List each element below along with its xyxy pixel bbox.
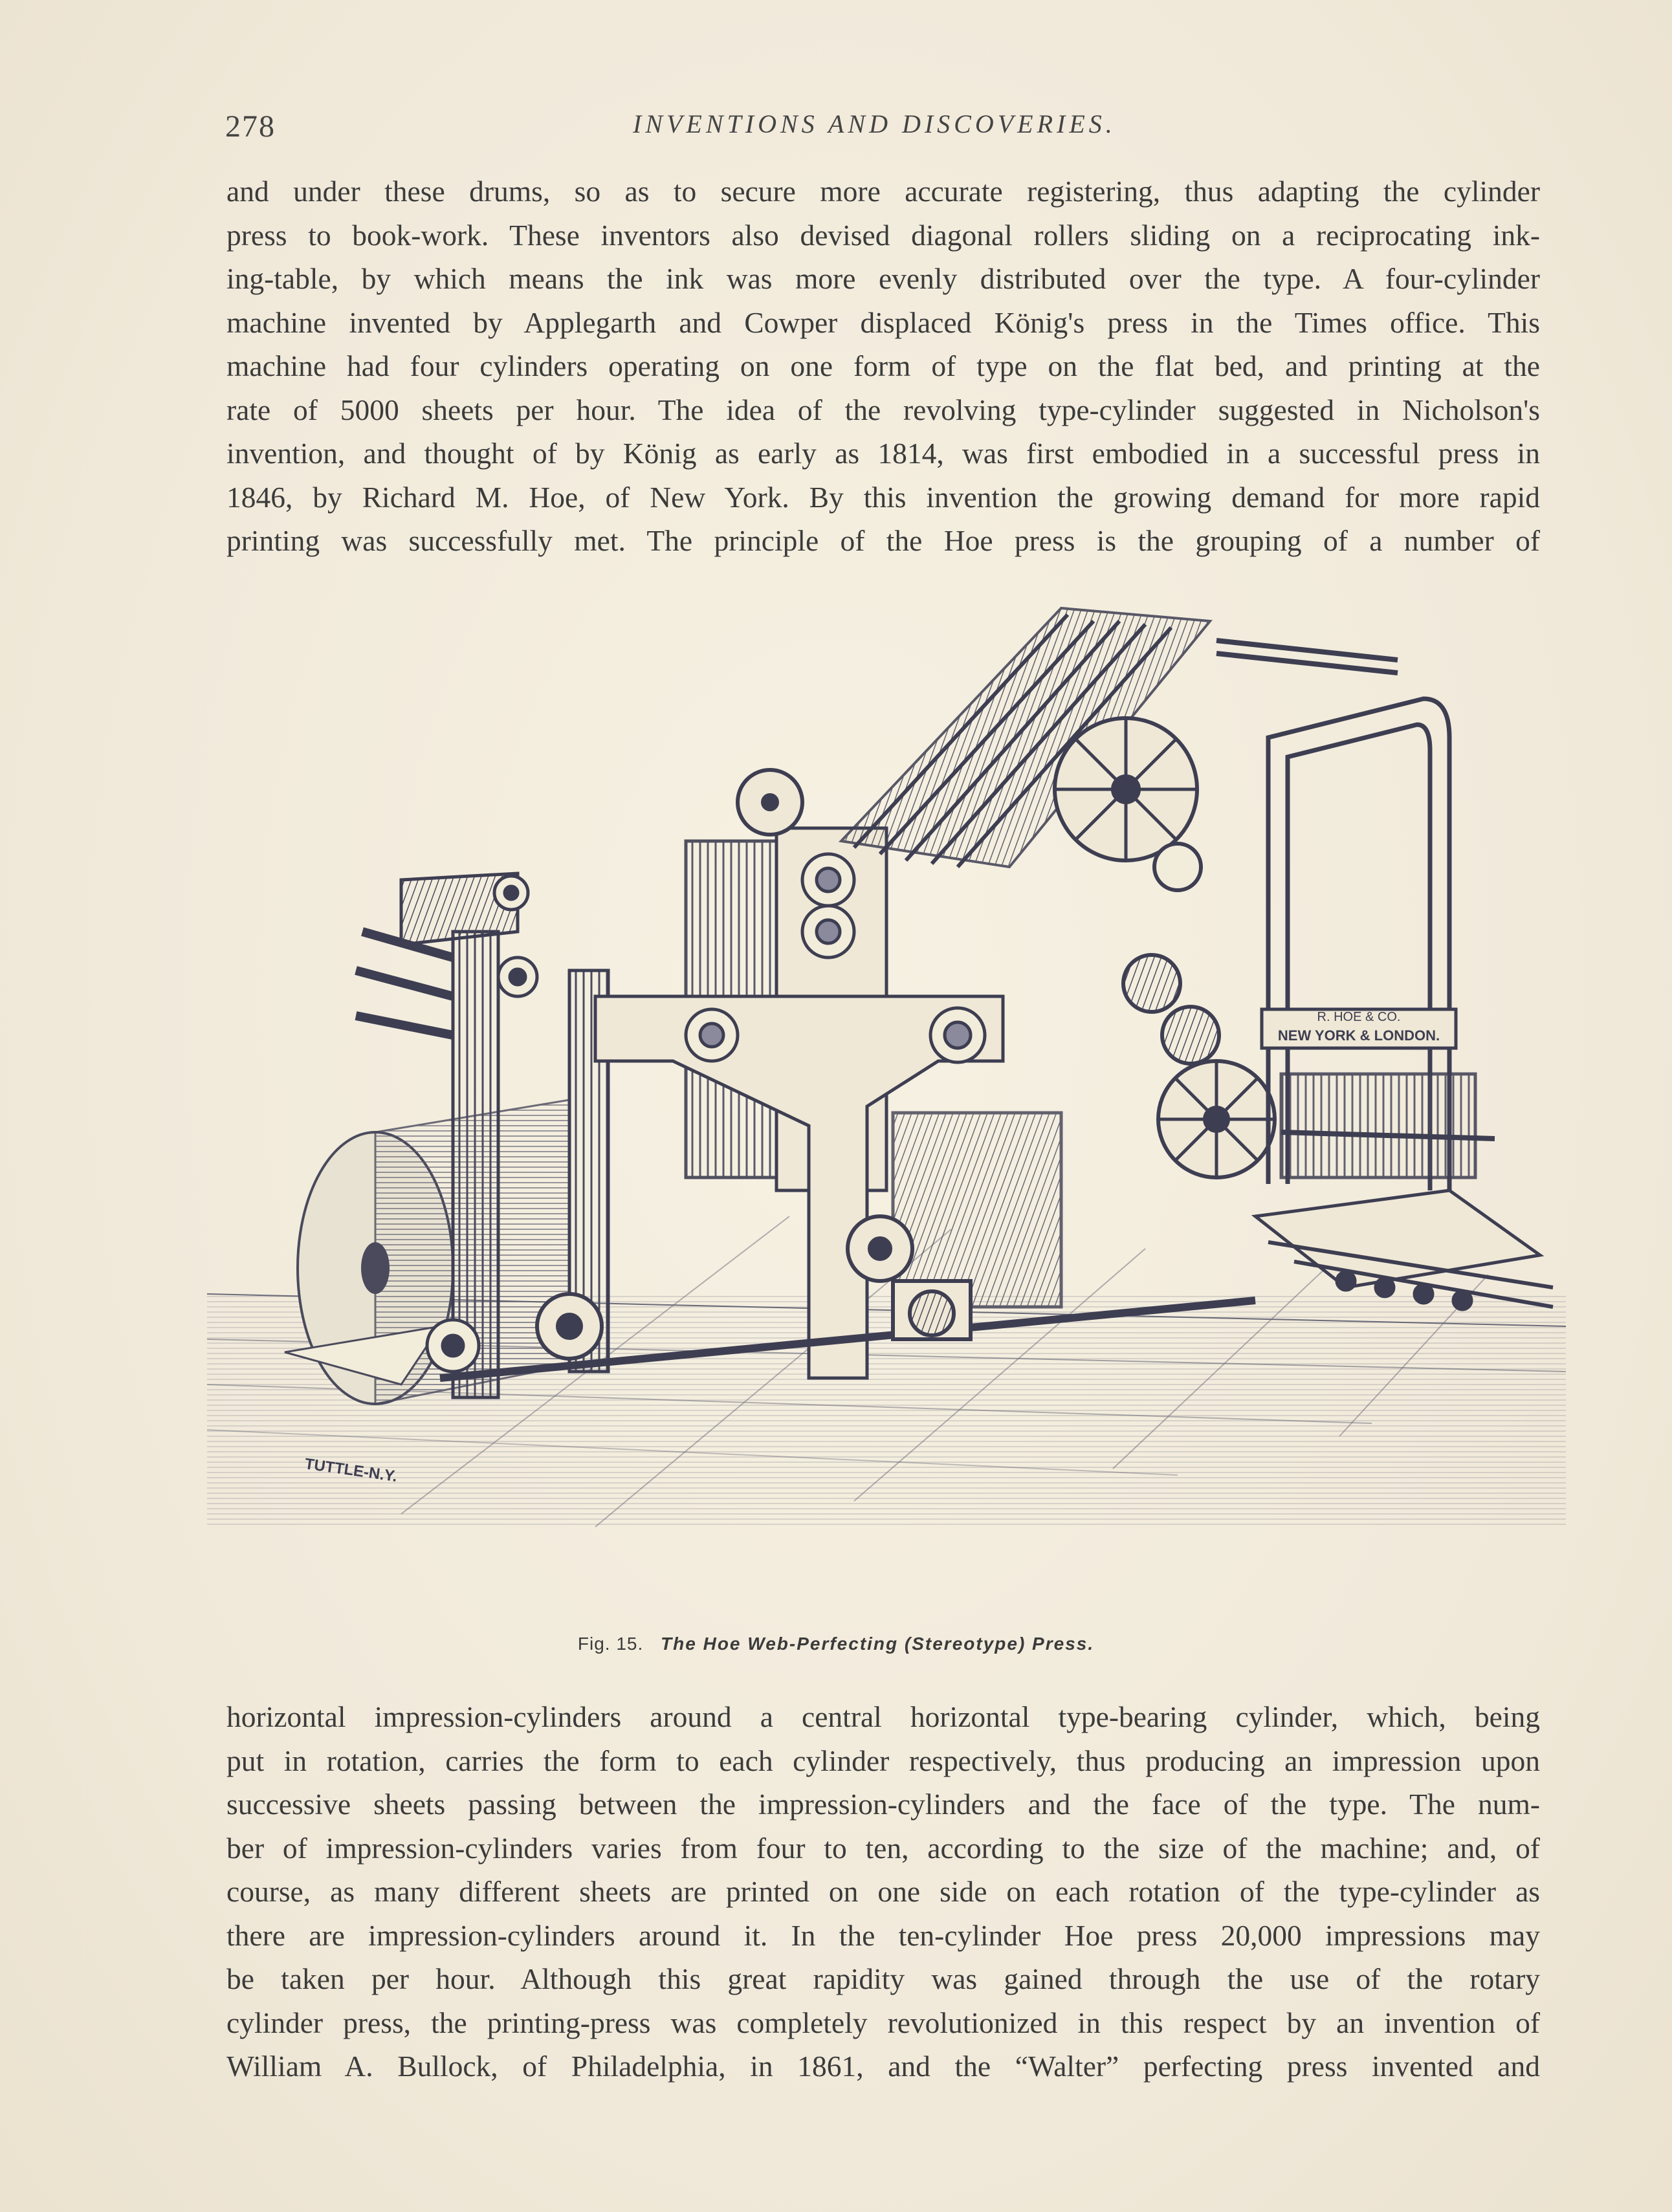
text-line: horizontal impression-cylinders around a central horizontal type-bearing cylinder, which, being — [226, 1700, 1540, 1733]
maker-plate-line1: R. HOE & CO. — [1317, 1010, 1401, 1024]
gear-train — [1055, 718, 1275, 1177]
figure-caption — [0, 1634, 1672, 1654]
text-line: cylinder press, the printing-press was completely revolutionized in this respect by an invention of — [226, 2006, 1540, 2039]
text-line: course, as many different sheets are printed on one side on each rotation of the type-cylinder as — [226, 1875, 1540, 1908]
text-line: printing was successfully met. The principle of the Hoe press is the grouping of a number of — [226, 524, 1540, 557]
text-line: press to book-work. These inventors also devised diagonal rollers sliding on a reciprocating ink- — [226, 218, 1540, 252]
text-line: and under these drums, so as to secure more accurate registering, thus adapting the cylinder — [226, 175, 1540, 208]
text-line: 1846, by Richard M. Hoe, of New York. By this invention the growing demand for more rapid — [226, 480, 1540, 514]
bottom-paragraph — [226, 1695, 1540, 2088]
text-line: invention, and thought of by König as early as 1814, was first embodied in a successful press in — [226, 437, 1540, 470]
caption-title: The Hoe Web-Perfecting (Stereotype) Press. — [661, 1634, 1095, 1654]
text-line: machine had four cylinders operating on one form of type on the flat bed, and printing at the — [226, 349, 1540, 382]
text-line: rate of 5000 sheets per hour. The idea of the revolving type-cylinder suggested in Nicholson's — [226, 393, 1540, 426]
text-line: put in rotation, carries the form to each cylinder respectively, thus producing an impression upon — [226, 1744, 1540, 1777]
text-line: be taken per hour. Although this great rapidity was gained through the use of the rotary — [226, 1962, 1540, 1995]
maker-plate-line2: NEW YORK & LONDON. — [1277, 1027, 1440, 1044]
running-head: INVENTIONS AND DISCOVERIES. — [633, 109, 1116, 138]
page-header — [225, 104, 1532, 155]
text-line: ber of impression-cylinders varies from four to ten, according to the size of the machine; and, of — [226, 1831, 1540, 1865]
top-paragraph — [226, 170, 1540, 563]
engraver-mark: TUTTLE-N.Y. — [303, 1455, 399, 1485]
delivery-section — [1255, 1074, 1553, 1309]
text-line: William A. Bullock, of Philadelphia, in 1861, and the “Walter” perfecting press invented and — [226, 2050, 1540, 2083]
paper-roll — [285, 1100, 569, 1404]
caption-label: Fig. 15. — [577, 1634, 644, 1654]
text-line: ing-table, by which means the ink was more evenly distributed over the type. A four-cylinder — [226, 262, 1540, 295]
page-number: 278 — [225, 109, 276, 144]
press-engraving — [207, 569, 1566, 1604]
text-line: machine invented by Applegarth and Cowper displaced König's press in the Times office. This — [226, 305, 1540, 339]
press-illustration — [207, 569, 1566, 1604]
text-line: there are impression-cylinders around it. In the ten-cylinder Hoe press 20,000 impressions may — [226, 1918, 1540, 1952]
text-line: successive sheets passing between the impression-cylinders and the face of the type. The num- — [226, 1788, 1540, 1821]
